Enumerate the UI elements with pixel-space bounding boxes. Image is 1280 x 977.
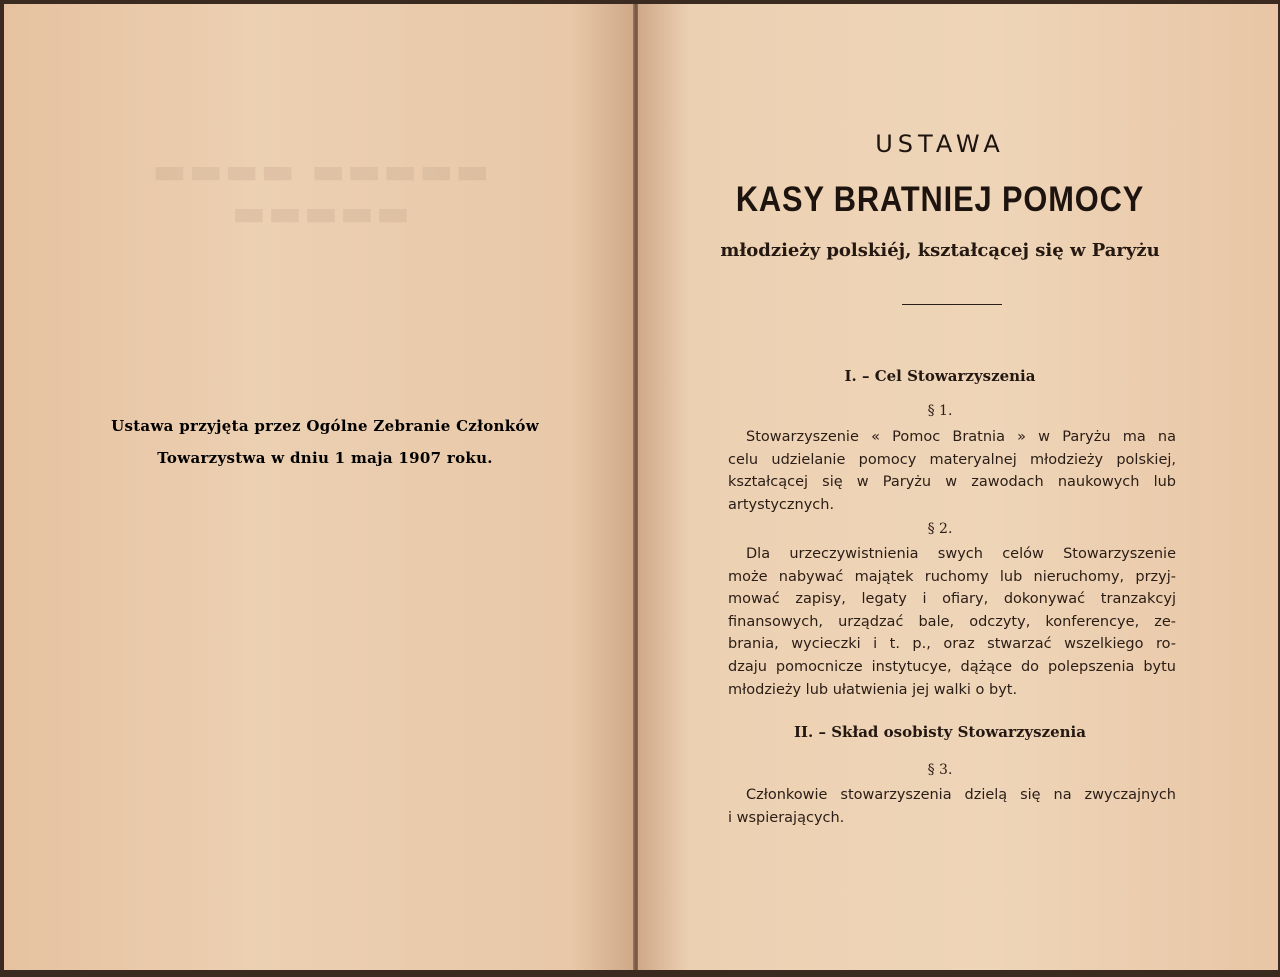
show-through-shadow: ▬▬▬▬▬ ▬▬▬▬ ▬▬▬▬▬ [150, 150, 490, 234]
text-line: młodzieży lub ułatwienia jej walki o byt. [728, 681, 1018, 698]
document-title: KASY BRATNIEJ POMOCY [735, 180, 1145, 219]
section-heading: II. – Skład osobisty Stowarzyszenia [794, 723, 1086, 741]
left-page [4, 4, 634, 970]
text-line: celu udzielanie pomocy materyalnej młodzieży polskiej, [728, 451, 1176, 468]
document-subtitle: młodzieży polskiéj, kształcącej się w Paryżu [720, 240, 1160, 261]
adoption-note-line: Ustawa przyjęta przez Ogólne Zebranie Członków [111, 417, 539, 435]
paragraph-mark: § 3. [927, 762, 953, 778]
text-line: Członkowie stowarzyszenia dzielą się na zwyczajnych [746, 787, 1176, 803]
text-line: może nabywać majątek ruchomy lub nieruchomy, przyj- [728, 568, 1176, 585]
text-line: brania, wycieczki i t. p., oraz stwarzać wszelkiego ro- [728, 636, 1176, 653]
paragraph-mark: § 1. [927, 403, 953, 419]
text-line: dzaju pomocnicze instytucye, dążące do polepszenia bytu [728, 658, 1176, 675]
adoption-note-line: Towarzystwa w dniu 1 maja 1907 roku. [157, 449, 493, 467]
text-line: mować zapisy, legaty i ofiary, dokonywać tranzakcyj [728, 591, 1176, 608]
paragraph-body [728, 784, 1176, 829]
text-line: Dla urzeczywistnienia swych celów Stowarzyszenie [746, 546, 1176, 562]
paragraph-body [728, 543, 1176, 701]
paragraph-mark: § 2. [927, 521, 953, 537]
paragraph-body [728, 426, 1176, 516]
text-line: artystycznych. [728, 496, 835, 513]
adoption-note [60, 410, 590, 474]
text-line: kształcącej się w Paryżu w zawodach naukowych lub [728, 474, 1176, 491]
text-line: Stowarzyszenie « Pomoc Bratnia » w Paryżu ma na [746, 429, 1176, 445]
text-line: finansowych, urządzać bale, odczyty, konferencye, ze- [728, 613, 1176, 630]
text-line: i wspierających. [728, 809, 845, 826]
document-heading: USTAWA [875, 130, 1005, 158]
section-heading: I. – Cel Stowarzyszenia [844, 367, 1036, 385]
title-divider [902, 304, 1002, 305]
